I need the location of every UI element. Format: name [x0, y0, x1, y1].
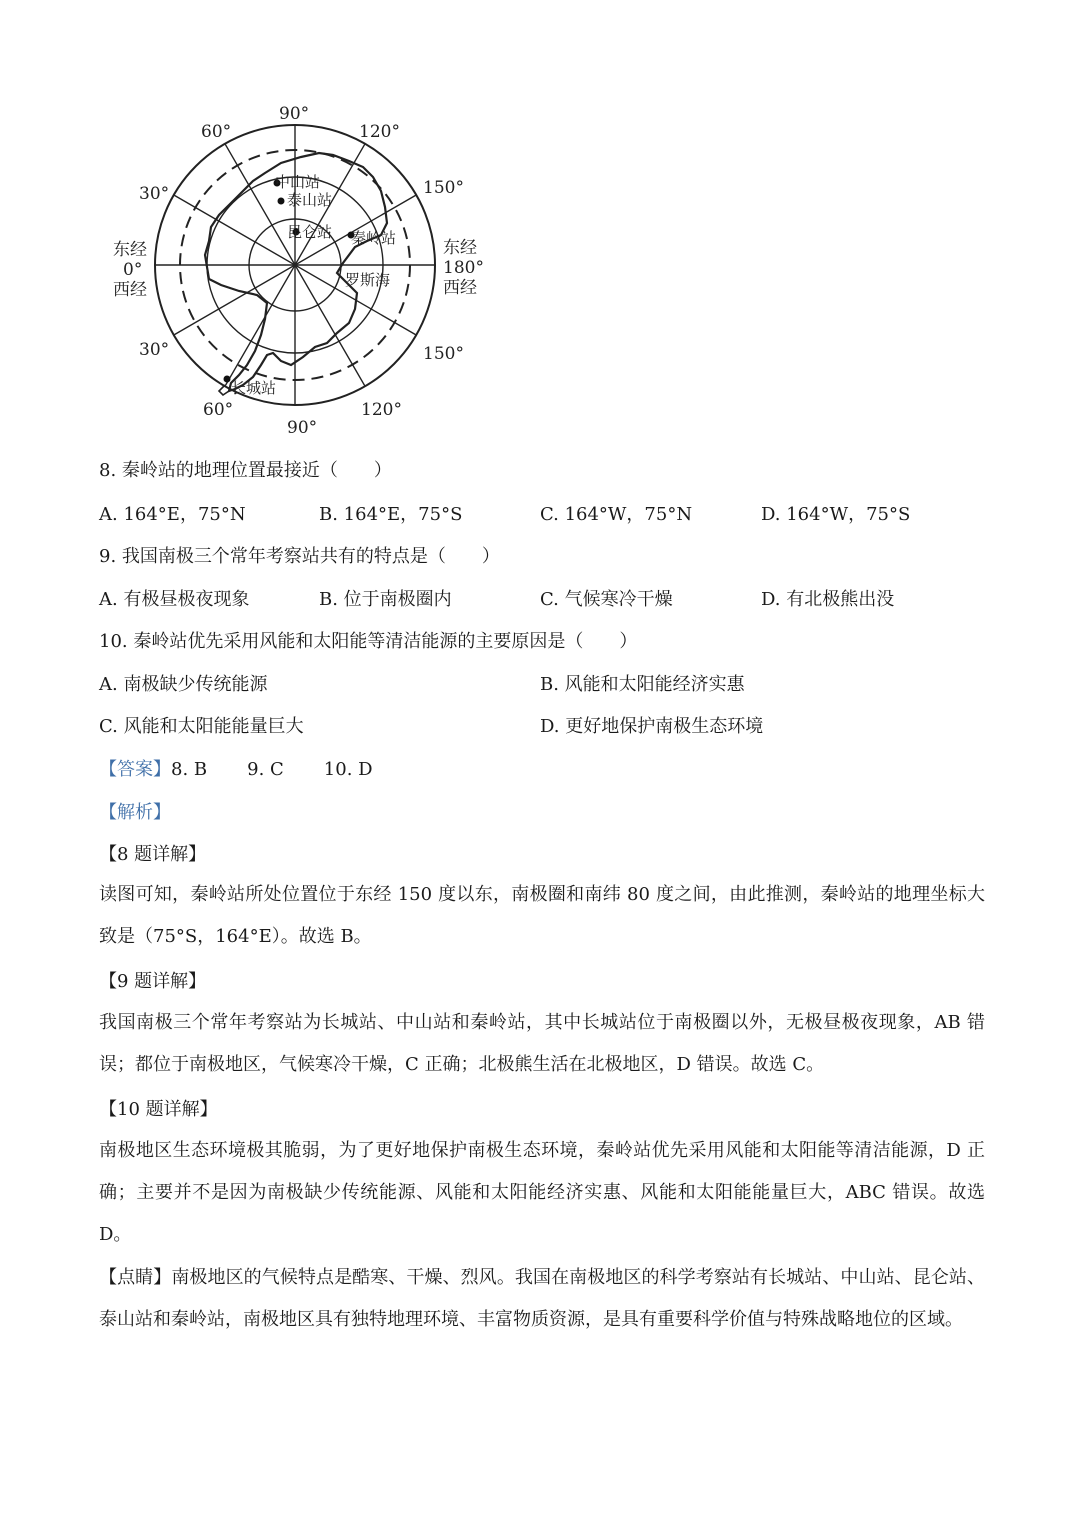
detail-8-title: 【8 题详解】 [99, 844, 207, 865]
answer-9: 9. C [247, 759, 284, 780]
station-markers [224, 180, 355, 383]
label-60-top: 60° [201, 122, 232, 142]
label-120-top: 120° [359, 122, 400, 142]
detail-10-text: 南极地区生态环境极其脆弱，为了更好地保护南极生态环境，秦岭站优先采用风能和太阳能等清洁能源，D 正确；主要并不是因为南极缺少传统能源、风能和太阳能经济实惠、风能和太阳能能量巨大，ABC 错误。故选 D。 [99, 1140, 985, 1245]
taishan-dot [278, 198, 285, 205]
analysis-label: 【解析】 [99, 802, 171, 823]
question-10-stem: 10. 秦岭站优先采用风能和太阳能等清洁能源的主要原因是（ ） [99, 631, 638, 652]
q8-option-c: C. 164°W，75°N [540, 504, 693, 525]
q8-option-d: D. 164°W，75°S [761, 504, 911, 525]
label-zhongshan: 中山站 [275, 173, 321, 191]
peninsula-tip [219, 385, 229, 395]
q9-option-a: A. 有极昼极夜现象 [99, 589, 250, 610]
q10-option-d: D. 更好地保护南极生态环境 [540, 716, 764, 737]
detail-10-title: 【10 题详解】 [99, 1099, 218, 1120]
label-east-right: 东经 [443, 238, 477, 258]
label-90-top: 90° [279, 104, 310, 124]
label-120-bottom: 120° [361, 400, 402, 420]
question-9-stem: 9. 我国南极三个常年考察站共有的特点是（ ） [99, 546, 500, 567]
q9-option-b: B. 位于南极圈内 [319, 589, 452, 610]
detail-9-title: 【9 题详解】 [99, 971, 207, 992]
tip-paragraph [99, 1257, 985, 1341]
q9-option-d: D. 有北极熊出没 [761, 589, 895, 610]
q9-option-c: C. 气候寒冷干燥 [540, 589, 673, 610]
detail-9-text: 我国南极三个常年考察站为长城站、中山站和秦岭站，其中长城站位于南极圈以外，无极昼极夜现象，AB 错误；都位于南极地区，气候寒冷干燥，C 正确；北极熊生活在北极地区，D 错误。故选 C。 [99, 1012, 985, 1075]
q8-option-a: A. 164°E，75°N [99, 504, 246, 525]
label-180: 180° [443, 258, 484, 278]
tip-label: 【点睛】 [99, 1267, 172, 1288]
label-0: 0° [123, 260, 143, 280]
label-150-right-top: 150° [423, 178, 464, 198]
label-east-left: 东经 [113, 240, 147, 260]
q10-option-c: C. 风能和太阳能能量巨大 [99, 716, 304, 737]
label-west-right: 西经 [443, 278, 477, 298]
label-60-bottom: 60° [203, 400, 234, 420]
antarctica-map [105, 95, 495, 440]
changcheng-dot [224, 376, 231, 383]
question-8-stem: 8. 秦岭站的地理位置最接近（ ） [99, 460, 392, 481]
label-90-bottom: 90° [287, 418, 318, 438]
answer-label: 【答案】 [99, 759, 171, 780]
label-qinling: 秦岭站 [351, 229, 397, 247]
q10-option-a: A. 南极缺少传统能源 [99, 674, 268, 695]
label-west-left: 西经 [113, 280, 147, 300]
label-30-left-top: 30° [139, 184, 170, 204]
q8-option-b: B. 164°E，75°S [319, 504, 463, 525]
label-changcheng: 长城站 [231, 379, 277, 397]
label-ross-sea: 罗斯海 [345, 271, 391, 289]
antarctica-map-svg [105, 95, 495, 440]
label-kunlun: 昆仑站 [287, 223, 333, 241]
answer-10: 10. D [323, 759, 373, 780]
label-30-left-bottom: 30° [139, 340, 170, 360]
detail-8-text: 读图可知，秦岭站所处位置位于东经 150 度以东，南极圈和南纬 80 度之间，由此推测，秦岭站的地理坐标大致是（75°S，164°E）。故选 B。 [99, 884, 985, 947]
answer-8: 8. B [171, 759, 208, 780]
answer-row [99, 757, 373, 783]
label-150-right-bottom: 150° [423, 344, 464, 364]
label-taishan: 泰山站 [287, 191, 333, 209]
tip-text: 南极地区的气候特点是酷寒、干燥、烈风。我国在南极地区的科学考察站有长城站、中山站、昆仑站、泰山站和秦岭站，南极地区具有独特地理环境、丰富物质资源，是具有重要科学价值与特殊战略地位的区域。 [99, 1267, 986, 1330]
q10-option-b: B. 风能和太阳能经济实惠 [540, 674, 745, 695]
